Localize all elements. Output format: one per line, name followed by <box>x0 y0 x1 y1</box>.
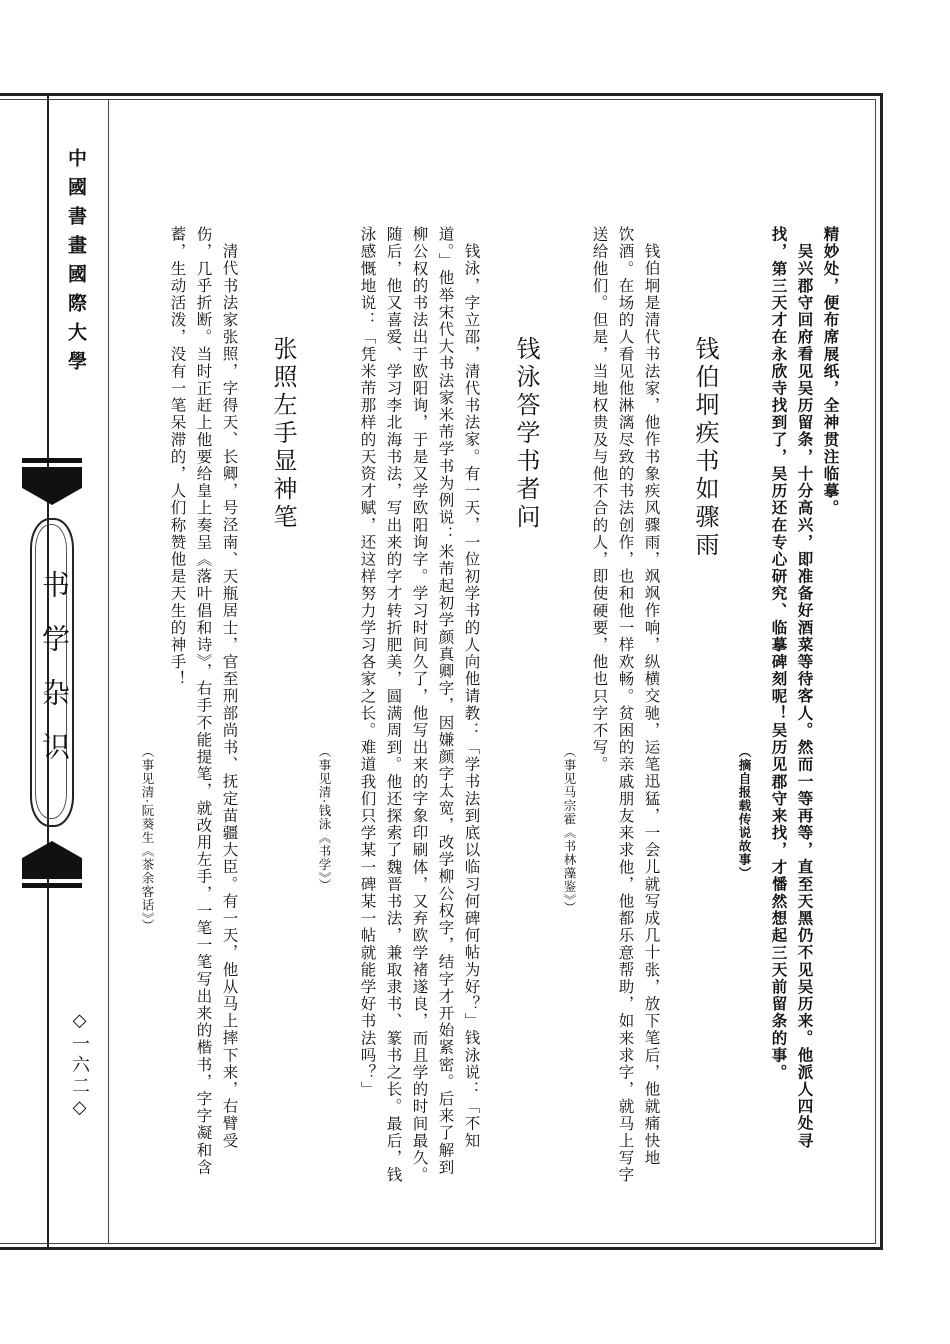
text-line: 送给他们。但是，当地权贵及与他不合的人，即使硬要，他也只字不写。 <box>590 226 609 774</box>
sidebar-divider-inner <box>108 99 109 1244</box>
text-line: 钱伯坰是清代书法家，他作书象疾风骤雨，飒飒作响，纵横交驰，运笔迅猛，一会儿就写成几十张，放下笔后，他就痛快地 <box>642 243 661 1167</box>
ornament-arrow-top <box>22 467 82 505</box>
text-line: 随后，他又喜爱、学习李北海书法，写出来的字才转折肥美，圆满周到。他还探索了魏晋书法，兼取隶书、篆书之长。最后，钱 <box>384 226 403 1184</box>
text-line: 找，第三天才在永欣寺找到了，吴历还在专心研究、临摹碑刻呢！吴历见郡守来找，才憣然想起三天前留条的事。 <box>769 226 789 1081</box>
ornament-bar-bottom <box>22 883 82 888</box>
story-title: 钱伯坰疾书如骤雨 <box>691 336 719 560</box>
text-line: 精妙处，便布席展纸，全神贯注临摹。 <box>821 226 841 517</box>
source-note: （事见清·钱泳《书学》） <box>317 745 332 893</box>
story-title: 钱泳答学书者问 <box>512 336 540 532</box>
text-line: 道。」他举宋代大书法家米芾学书为例说：米芾起初学颜真卿字，因嫌颜字太宽，改学柳公权字，结字才开始紧密。后来了解到 <box>436 226 455 1176</box>
source-note: （摘自报载传说故事） <box>737 745 752 880</box>
book-title: 书学杂识 <box>38 570 71 786</box>
text-line: 饮酒。在场的人看见他淋漓尽致的书法创作，也和他一样欢畅。贫困的亲戚朋友来求他，他都乐意帮助，如来求字，就马上写字 <box>616 226 635 1184</box>
text-line: 泳感慨地说：「凭米芾那样的天资才赋，还这样努力学习各家之长。难道我们只学某一碑某一帖就能学好书法吗？」 <box>358 226 377 1099</box>
text-line: 蓄，生动活泼，没有一笔呆滞的，人们称赞他是天生的神手！ <box>168 226 187 688</box>
text-line: 柳公权的书法出于欧阳询，于是又学欧阳询字。学习时间久了，他写出来的字象印刷体，又弃欧学褚遂良，而且学的时间最久。 <box>410 226 429 1184</box>
page-number: ◇一六二◇ <box>69 1010 90 1121</box>
source-note: （事见清·阮葵生《茶余客话》） <box>140 745 155 933</box>
source-note: （事见马宗霍《书林藻鉴》） <box>562 745 577 915</box>
text-line: 钱泳，字立邵，清代书法家。有一天，一位初学书的人向他请教：「学书法到底以临习何碑何帖为好？」钱泳说：「不知 <box>462 243 481 1150</box>
ornament-bar-top <box>22 458 82 463</box>
ornament-arrow-bottom <box>22 841 82 879</box>
text-line: 伤，几乎折断。当时正赶上他要给皇上奏呈《落叶倡和诗》，右手不能提笔，就改用左手，一笔一笔写出来的楷书，字字凝和含 <box>194 226 213 1176</box>
text-line: 吴兴郡守回府看见吴历留条，十分高兴，即准备好酒菜等待客人。然而一等再等，直至天黑仍不见吴历来。他派人四处寻 <box>795 243 815 1150</box>
story-title: 张照左手显神笔 <box>269 336 297 532</box>
university-name: 中國書畫國際大學 <box>65 148 87 380</box>
text-line: 清代书法家张照，字得天、长卿，号泾南、天瓶居士，官至刑部尚书、抚定苗疆大臣。有一天，他从马上摔下来，右臂受 <box>220 243 239 1150</box>
